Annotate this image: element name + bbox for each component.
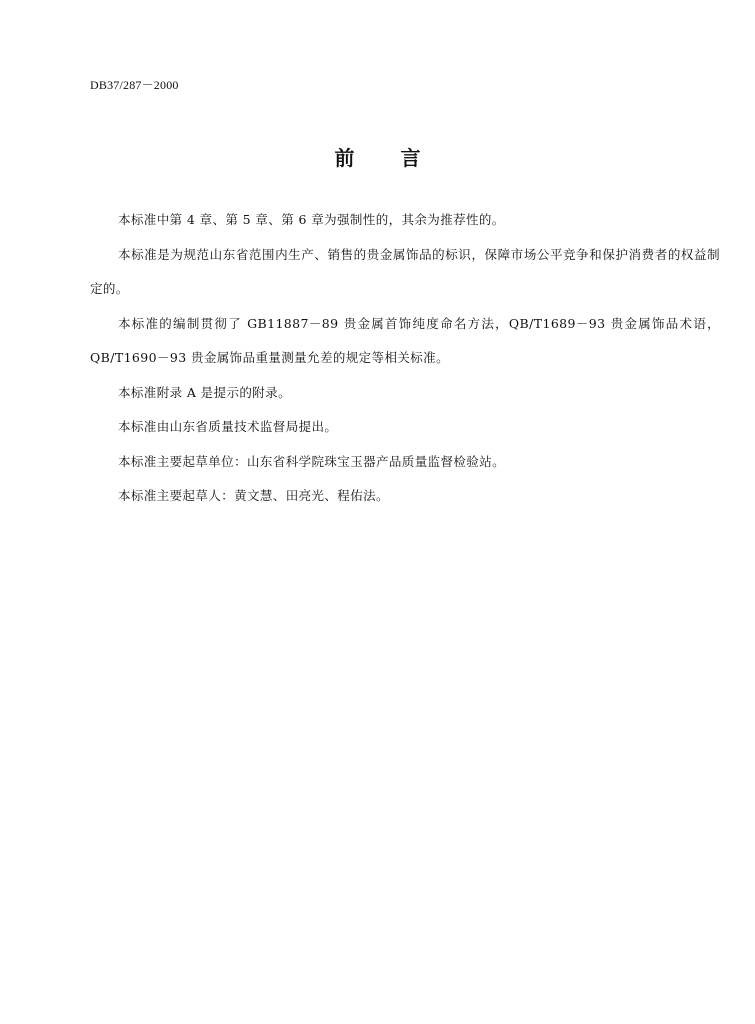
paragraph-purpose: 本标准是为规范山东省范围内生产、销售的贵金属饰品的标识，保障市场公平竞争和保护消费者的权益制定的。 xyxy=(90,246,720,296)
paragraph-drafting-unit: 本标准主要起草单位：山东省科学院珠宝玉器产品质量监督检验站。 xyxy=(118,453,506,469)
paragraph-proposer: 本标准由山东省质量技术监督局提出。 xyxy=(118,419,338,434)
page-title: 前言 xyxy=(334,146,467,170)
paragraph-appendix: 本标准附录 A 是提示的附录。 xyxy=(118,384,291,400)
paragraph-drafters: 本标准主要起草人：黄文慧、田亮光、程佑法。 xyxy=(118,488,389,503)
standard-code: DB37/287－2000 xyxy=(90,78,179,92)
foreword-body xyxy=(90,203,720,514)
paragraph-referenced-standards: 本标准的编制贯彻了 GB11887－89 贵金属首饰纯度命名方法，QB/T1689－93 贵金属饰品术语，QB/T1690－93 贵金属饰品重量测量允差的规定等相关标准。 xyxy=(90,315,720,365)
paragraph-mandatory-chapters: 本标准中第 4 章、第 5 章、第 6 章为强制性的，其余为推荐性的。 xyxy=(118,212,505,227)
